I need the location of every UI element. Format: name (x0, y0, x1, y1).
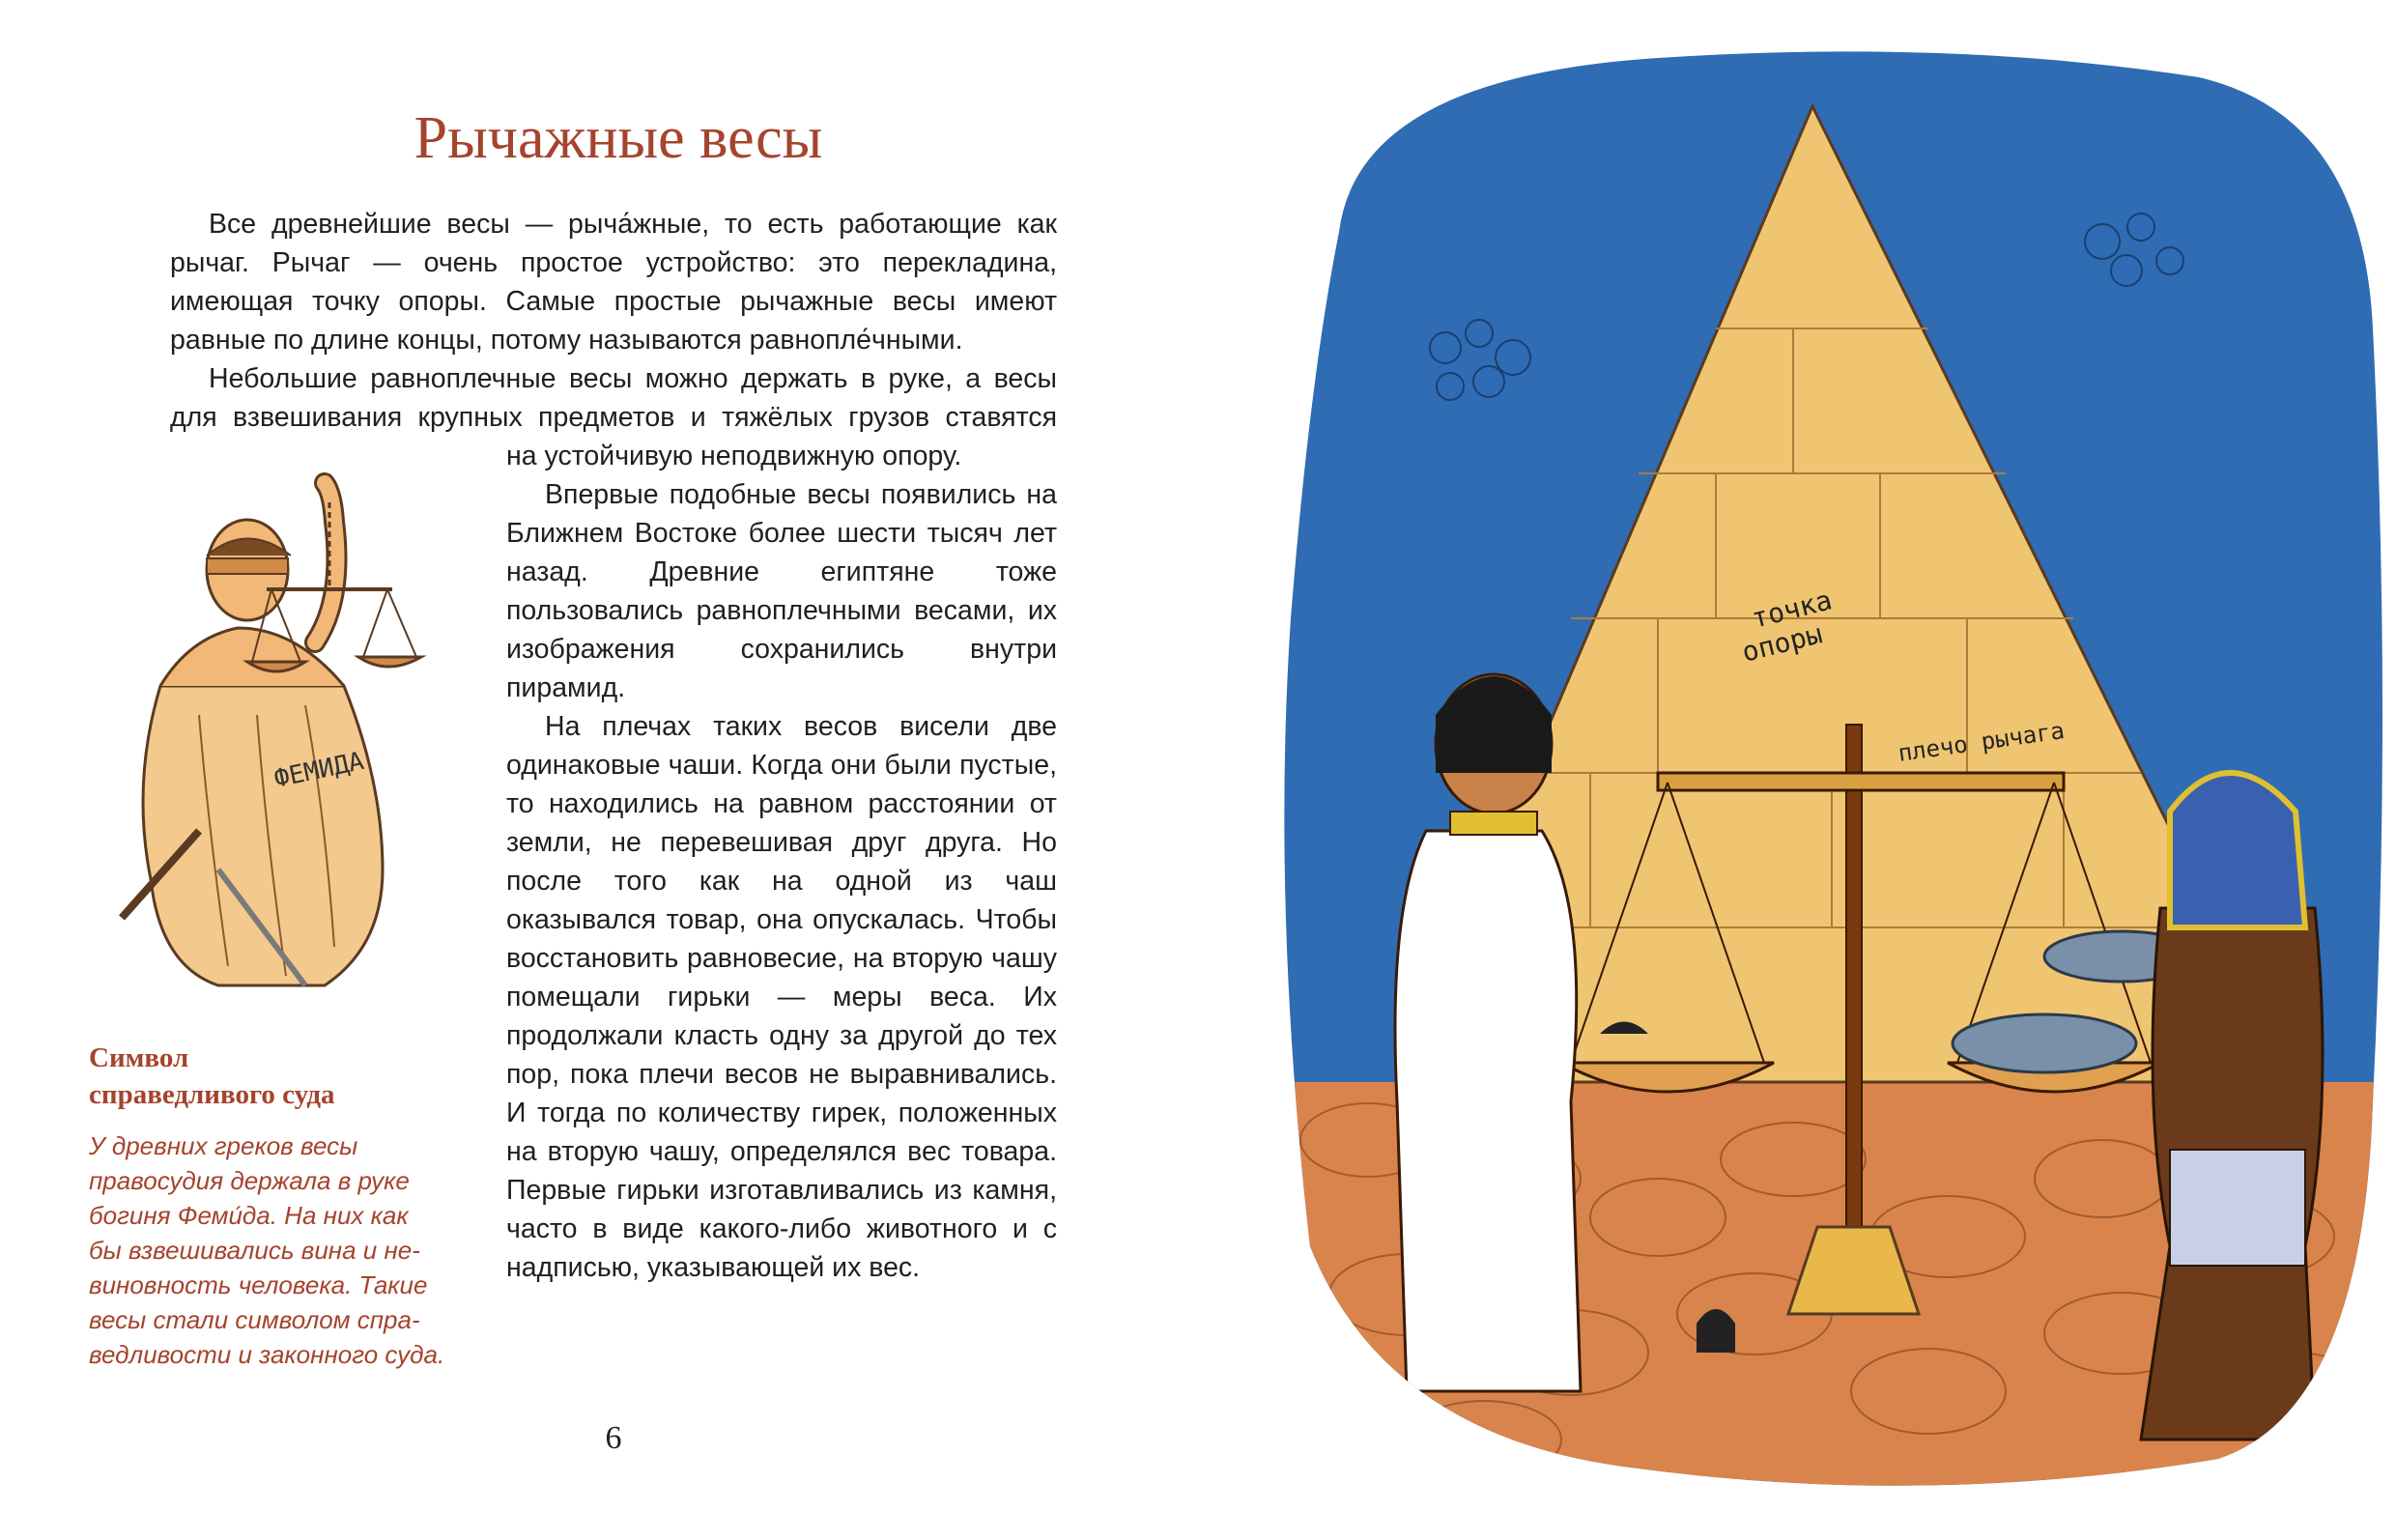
caption-line: богиня Феми́да. На них как (89, 1201, 409, 1230)
themis-label: ФЕМИДА (271, 746, 367, 794)
pyramid-scale-illustration (1252, 39, 2396, 1507)
caption-body (89, 1128, 466, 1372)
caption-title-line: справедливого суда (89, 1079, 335, 1110)
paragraph-3: Впервые подобные весы появились на Ближнем Востоке более шести тысяч лет назад. Древние египтяне тоже пользовались равноплечными весами, их изображения сохранились внутри пирамид. (506, 479, 1057, 703)
page-title: Рычажные весы (414, 105, 823, 171)
caption-line: бы взвешивались вина и не- (89, 1236, 420, 1265)
themis-illustration (93, 464, 479, 1005)
egyptian-man (1395, 831, 1581, 1391)
fulcrum-label-2: опоры (1738, 617, 1826, 669)
caption-line: правосудия держала в руке (89, 1166, 410, 1195)
body-text-top (170, 205, 1057, 437)
caption-line: виновность человека. Такие (89, 1270, 428, 1299)
scale-post (1846, 725, 1862, 1227)
caption-title-line: Символ (89, 1042, 189, 1073)
paragraph-2: Небольшие равноплечные весы можно держать в руке, а весы для взвешивания крупных предметов и тяжёлых грузов ставятся (170, 363, 1057, 433)
paragraph-1: Все древнейшие весы — рыча́жные, то есть работающие как рычаг. Рычаг — очень простое устройство: это перекладина, имеющая точку опоры. Самые простые рычажные весы имеют равные по длине концы, потому называются равнопле́чными. (170, 209, 1057, 356)
lever-arm-label: плечо рычага (1896, 717, 2067, 767)
caption-title (89, 1040, 475, 1113)
body-text-column (506, 437, 1057, 1287)
caption-line: У древних греков весы (89, 1131, 358, 1160)
caption-line: ведливости и законного суда. (89, 1340, 445, 1369)
paragraph-4: На плечах таких весов висели две одинаковые чаши. Когда они были пустые, то находились на равном расстоянии от земли, не перевешивая друг друга. Но после того как на одной из чаш оказывался товар, она опускалась. Чтобы восстановить равновесие, на вторую чашу помещали гирьки — меры веса. Их продолжали класть одну за другой до тех пор, пока плечи весов не выравнивались. И тогда по количеству гирек, положенных на вторую чашу, определялся вес товара. Первые гирьки изготавливались из камня, часто в виде какого-либо животного и с надписью, указывающей их вес. (506, 711, 1057, 1283)
caption-line: весы стали символом спра- (89, 1305, 420, 1334)
paragraph-2-continued: на устойчивую неподвижную опору. (506, 441, 962, 471)
page-number: 6 (605, 1420, 622, 1456)
fulcrum-label-1: точка (1748, 584, 1836, 635)
scale-beam (1658, 773, 2064, 790)
